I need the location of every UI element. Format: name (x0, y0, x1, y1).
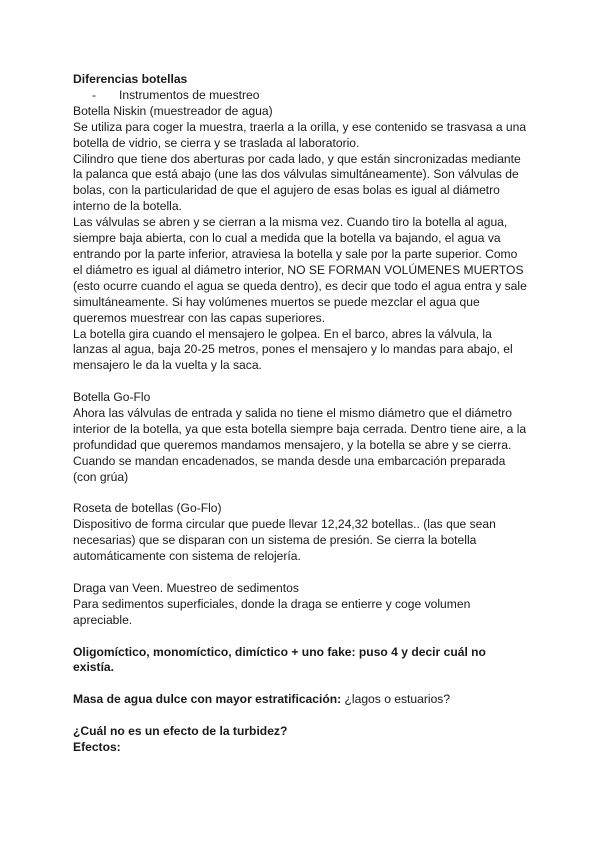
section-goflo (73, 390, 540, 485)
paragraph-line: el diámetro es igual al diámetro interior, NO SE FORMAN VOLÚMENES MUERTOS (73, 262, 524, 277)
section-heading: Roseta de botellas (Go-Flo) (73, 501, 222, 516)
paragraph-line: (con grúa) (73, 469, 129, 484)
question-bold-part: Masa de agua dulce con mayor estratificación: (73, 692, 342, 707)
paragraph-line: necesarias) que se disparan con un sistema de presión. Se cierra la botella (73, 533, 477, 548)
spacer (73, 676, 540, 692)
bullet-text: Instrumentos de muestreo (119, 87, 260, 102)
paragraph-line: (esto ocurre cuando el agua se queda dentro), es decir que todo el agua entra y sale (73, 278, 527, 293)
paragraph-line: lanzas al agua, baja 20-25 metros, pones el mensajero y lo mandas para abajo, el (73, 342, 513, 357)
question-line: Oligomíctico, monomíctico, dimíctico + uno fake: puso 4 y decir cuál no (73, 644, 486, 659)
question-line: existía. (73, 660, 115, 675)
question-normal-part: ¿lagos o estuarios? (341, 692, 451, 707)
bullet-dash: - (92, 87, 97, 102)
spacer (73, 629, 540, 645)
spacer (73, 565, 540, 581)
paragraph-line: interno de la botella. (73, 199, 182, 214)
paragraph-line: botella de vidrio, se cierra y se traslada al laboratorio. (73, 135, 360, 150)
paragraph-line: interior de la botella, ya que esta botella siempre baja cerrada. Dentro tiene aire, a la (73, 421, 527, 436)
paragraph-line: mensajero le da la vuelta y la saca. (73, 358, 262, 373)
paragraph-line: Dispositivo de forma circular que puede llevar 12,24,32 botellas.. (las que sean (73, 517, 496, 532)
paragraph-line: Para sedimentos superficiales, donde la draga se entierre y coge volumen (73, 596, 471, 611)
question-turbidity (73, 724, 540, 756)
section-heading: Botella Niskin (muestreador de agua) (73, 103, 273, 118)
effects-label: Efectos: (73, 739, 121, 754)
paragraph-line: profundidad que queremos mandamos mensajero, y la botella se abre y se cierra. (73, 437, 512, 452)
paragraph-line: Ahora las válvulas de entrada y salida no tiene el mismo diámetro que el diámetro (73, 406, 512, 421)
paragraph-line: entrando por la parte inferior, atraviesa la botella y sale por la parte superior. Como (73, 246, 518, 261)
paragraph-line: queremos muestrear con las capas superiores. (73, 310, 326, 325)
spacer (73, 708, 540, 724)
paragraph-line: la palanca que está abajo (une las dos válvulas simultáneamente). Son válvulas de (73, 167, 519, 182)
paragraph-line: Cilindro que tiene dos aberturas por cada lado, y que están sincronizadas mediante (73, 151, 521, 166)
section-roseta (73, 501, 540, 565)
paragraph-line: siempre baja abierta, con lo cual a medida que la botella va bajando, el agua va (73, 231, 501, 246)
spacer (73, 374, 540, 390)
paragraph-line: bolas, con la particularidad de que el agujero de esas bolas es igual al diámetro (73, 183, 500, 198)
bullet-item (73, 88, 540, 104)
question-mixing (73, 645, 540, 677)
paragraph-line: apreciable. (73, 612, 133, 627)
section-niskin (73, 104, 540, 374)
section-heading: Draga van Veen. Muestreo de sedimentos (73, 580, 299, 595)
question-stratification (73, 692, 540, 708)
paragraph-line: automáticamente con sistema de relojería. (73, 549, 301, 564)
paragraph-line: Las válvulas se abren y se cierran a la misma vez. Cuando tiro la botella al agua, (73, 215, 508, 230)
section-draga (73, 581, 540, 629)
paragraph-line: La botella gira cuando el mensajero le golpea. En el barco, abres la válvula, la (73, 326, 492, 341)
document-title: Diferencias botellas (73, 72, 188, 86)
question-line: ¿Cuál no es un efecto de la turbidez? (73, 724, 288, 739)
paragraph-line: simultáneamente. Si hay volúmenes muertos se puede mezclar el agua que (73, 294, 480, 309)
paragraph-line: Se utiliza para coger la muestra, traerla a la orilla, y ese contenido se trasvasa a una (73, 119, 527, 134)
paragraph-line: Cuando se mandan encadenados, se manda desde una embarcación preparada (73, 453, 506, 468)
section-heading: Botella Go-Flo (73, 390, 151, 405)
spacer (73, 486, 540, 502)
